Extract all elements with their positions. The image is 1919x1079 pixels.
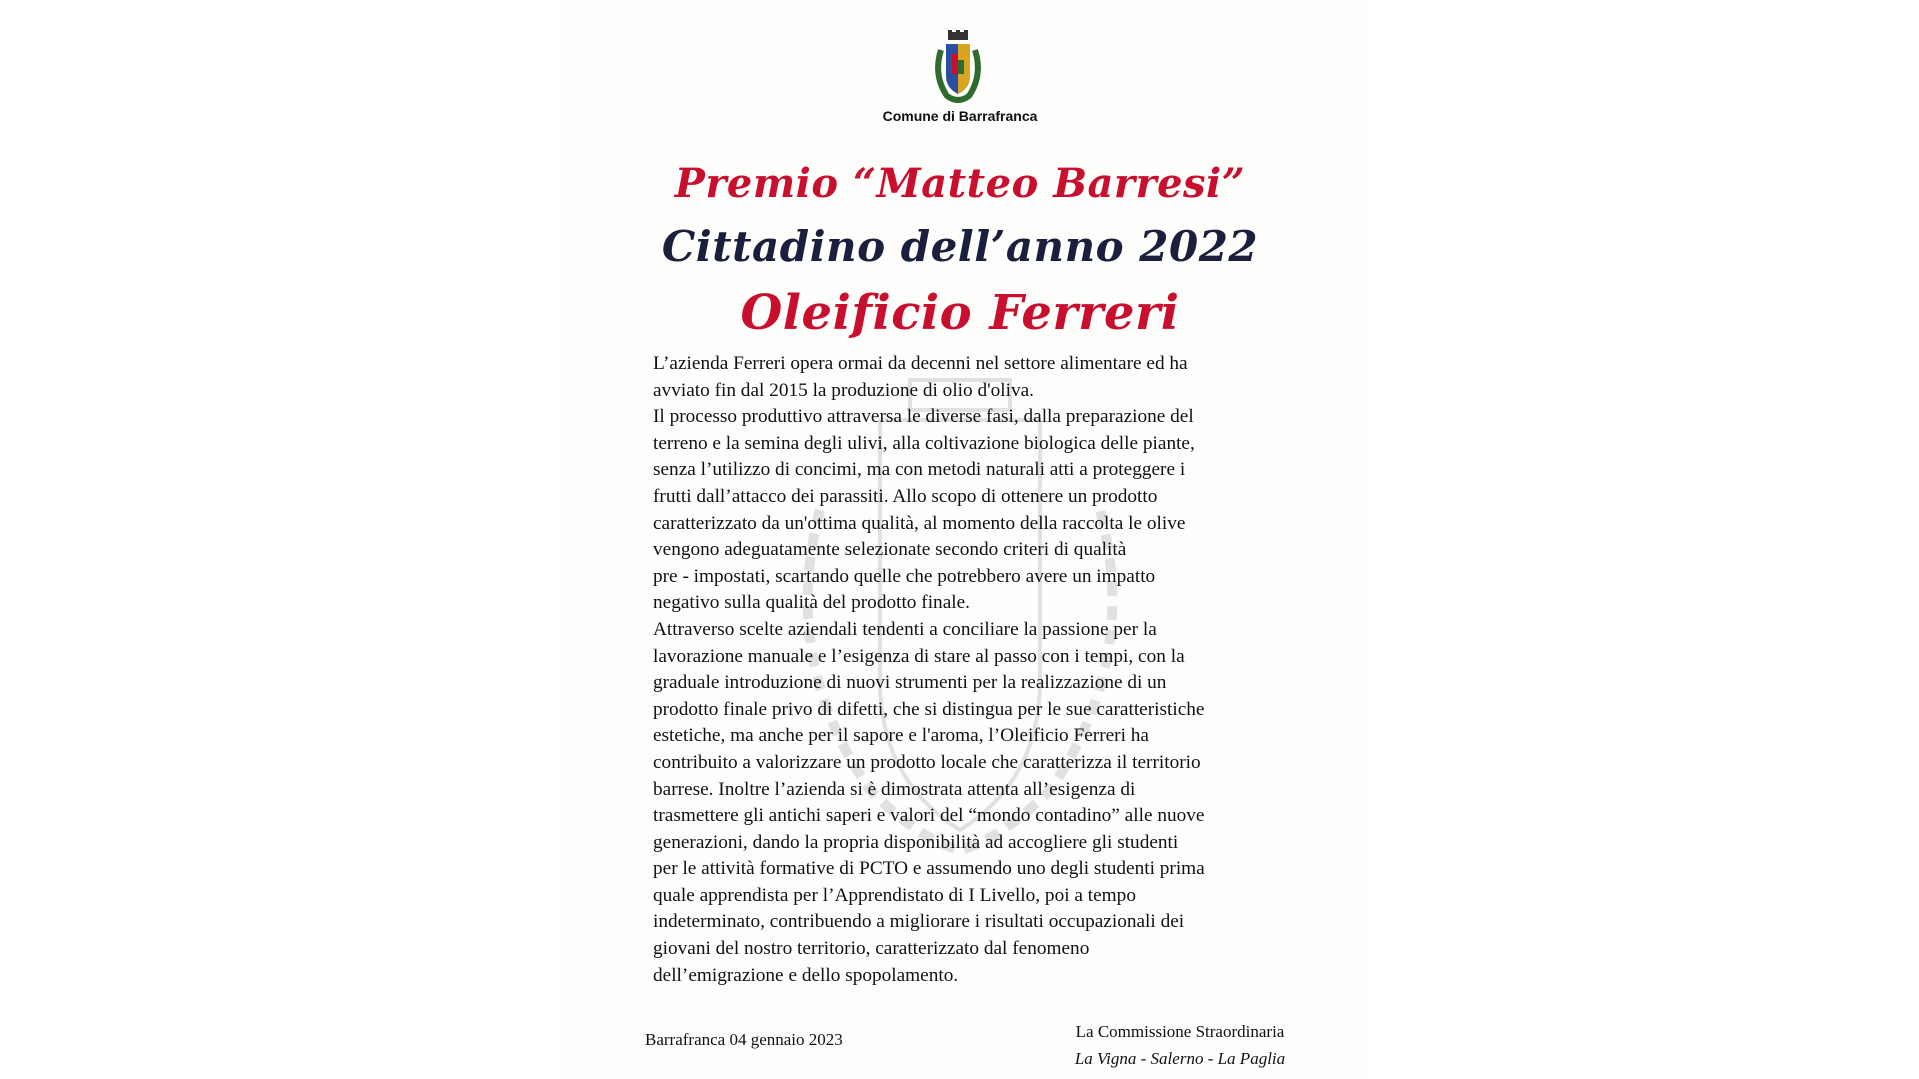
citation-line: vengono adeguatamente selezionate secondo criteri di qualità <box>653 539 1127 561</box>
award-subtitle: Cittadino dell’anno 2022 <box>661 222 1259 271</box>
citation-line: prodotto finale privo di difetti, che si distingua per le sue caratteristiche <box>653 698 1205 720</box>
citation-line: trasmettere gli antichi saperi e valori del “mondo contadino” alle nuove <box>653 805 1205 827</box>
citation-line: giovani del nostro territorio, caratterizzato dal fenomeno <box>653 938 1090 960</box>
citation-line: frutti dall’attacco dei parassiti. Allo scopo di ottenere un prodotto <box>653 485 1158 507</box>
citation-line: avviato fin dal 2015 la produzione di olio d'oliva. <box>653 379 1034 401</box>
award-recipient: Oleificio Ferreri <box>740 285 1180 341</box>
citation-line: generazioni, dando la propria disponibilità ad accogliere gli studenti <box>653 831 1179 853</box>
citation-line: Attraverso scelte aziendali tendenti a conciliare la passione per la <box>653 618 1157 640</box>
citation-line: indeterminato, contribuendo a migliorare i risultati occupazionali dei <box>653 911 1185 933</box>
citation-line: Il processo produttivo attraversa le diverse fasi, dalla preparazione del <box>653 406 1194 428</box>
citation-line: per le attività formative di PCTO e assumendo uno degli studenti prima <box>653 858 1205 880</box>
citation-line: graduale introduzione di nuovi strumenti per la realizzazione di un <box>653 672 1167 694</box>
citation-line: contribuito a valorizzare un prodotto locale che caratterizza il territorio <box>653 751 1201 773</box>
place-and-date: Barrafranca 04 gennaio 2023 <box>645 1030 843 1049</box>
citation-text <box>653 351 1293 989</box>
citation-line: senza l’utilizzo di concimi, ma con metodi naturali atti a proteggere i <box>653 459 1186 481</box>
citation-line: barrese. Inoltre l’azienda si è dimostrata attenta all’esigenza di <box>653 778 1136 800</box>
citation-line: pre - impostati, scartando quelle che potrebbero avere un impatto <box>653 565 1156 587</box>
municipality-name: Comune di Barrafranca <box>882 108 1038 124</box>
citation-line: terreno e la semina degli ulivi, alla coltivazione biologica delle piante, <box>653 432 1195 454</box>
signatory-names: La Vigna - Salerno - La Paglia <box>1074 1049 1286 1068</box>
signature-block <box>1040 1018 1320 1072</box>
citation-line: lavorazione manuale e l’esigenza di stare al passo con i tempi, con la <box>653 645 1185 667</box>
citation-line: L’azienda Ferreri opera ormai da decenni nel settore alimentare ed ha <box>653 353 1188 374</box>
citation-line: caratterizzato da un'ottima qualità, al momento della raccolta le olive <box>653 512 1186 534</box>
signatory-title: La Commissione Straordinaria <box>1075 1022 1285 1041</box>
award-title: Premio “Matteo Barresi” <box>674 160 1246 207</box>
citation-line: negativo sulla qualità del prodotto finale. <box>653 592 970 614</box>
municipal-crest-icon <box>933 30 983 110</box>
citation-line: estetiche, ma anche per il sapore e l'aroma, l’Oleificio Ferreri ha <box>653 725 1149 747</box>
citation-line: dell’emigrazione e dello spopolamento. <box>653 964 959 986</box>
citation-line: quale apprendista per l’Apprendistato di I Livello, poi a tempo <box>653 884 1136 906</box>
